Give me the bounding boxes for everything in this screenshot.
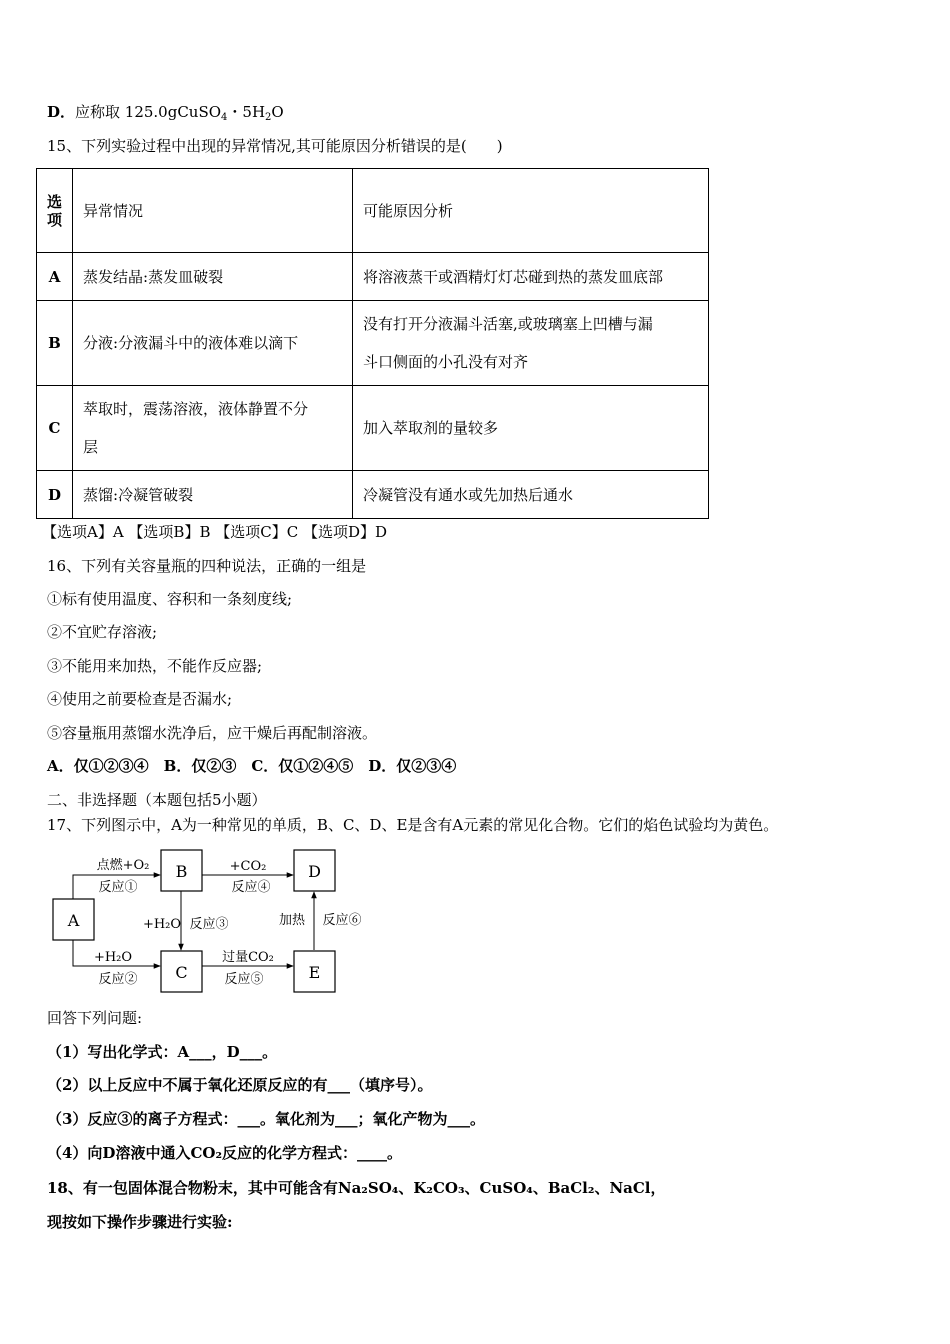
reaction-2-condition: +H₂O [93,950,133,965]
header-abnormal: 异常情况 [73,169,353,253]
abnormal-cell: 萃取时，震荡溶液，液体静置不分 层 [73,386,353,471]
q17-stem: 17、下列图示中，A为一种常见的单质，B、C、D、E是含有A元素的常见化合物。它们的焰色试验均为黄色。 [47,816,779,834]
table-row: A 蒸发结晶:蒸发皿破裂 将溶液蒸干或酒精灯灯芯碰到热的蒸发皿底部 [37,253,709,301]
q16-statement-3: ③不能用来加热，不能作反应器; [47,657,263,675]
q18-stem: 18、有一包固体混合物粉末，其中可能含有Na₂SO₄、K₂CO₃、CuSO₄、BaCl₂、NaCl， [47,1179,666,1197]
q16-stem: 16、下列有关容量瓶的四种说法，正确的一组是 [47,557,367,575]
table-header-row [37,169,709,253]
table-row: C 萃取时，震荡溶液，液体静置不分 层 加入萃取剂的量较多 [37,386,709,471]
header-cause: 可能原因分析 [353,169,709,253]
reaction-6-condition: 加热 [278,913,306,928]
label-c: C [175,963,188,982]
reaction-3-condition: +H₂O [142,917,182,932]
reaction-3-label: 反应③ [189,917,229,932]
reaction-4-condition: +CO₂ [229,859,267,874]
reaction-5-label: 反应⑤ [224,972,264,987]
q17-part-1: （1）写出化学式：A___，D___。 [47,1043,278,1061]
label-a: A [67,911,80,930]
reaction-6-label: 反应⑥ [322,913,362,928]
q16-options: A．仅①②③④ B．仅②③ C．仅①②④⑤ D．仅②③④ [47,757,457,775]
q17-part-2: （2）以上反应中不属于氧化还原反应的有___（填序号）。 [47,1076,433,1094]
header-option: 选 项 [37,169,73,253]
reaction-5-condition: 过量CO₂ [222,950,274,965]
q15-choices: 【选项A】A 【选项B】B 【选项C】C 【选项D】D [42,523,388,541]
reaction-diagram [48,842,388,998]
table-row: B 分液:分液漏斗中的液体难以滴下 没有打开分液漏斗活塞,或玻璃塞上凹槽与漏 斗口侧面的小孔没有对齐 [37,301,709,386]
q14-option-d: D．应称取 125.0gCuSO$_4$・$5H_2O$ [47,103,284,123]
q16-statement-4: ④使用之前要检查是否漏水; [47,690,233,708]
q17-prompt: 回答下列问题: [47,1009,143,1027]
section-heading: 二、非选择题（本题包括5小题） [47,791,267,809]
q15-table [36,168,709,519]
table-row: D 蒸馏:冷凝管破裂 冷凝管没有通水或先加热后通水 [37,471,709,519]
q18-stem-2: 现按如下操作步骤进行实验: [47,1213,233,1231]
reaction-1-condition: 点燃+O₂ [96,858,150,873]
reaction-1-label: 反应① [98,880,138,895]
reaction-2-label: 反应② [98,972,138,987]
q16-statement-1: ①标有使用温度、容积和一条刻度线; [47,590,293,608]
label-e: E [308,963,321,982]
reaction-4-label: 反应④ [231,880,271,895]
label-b: B [175,862,188,881]
cause-cell: 没有打开分液漏斗活塞,或玻璃塞上凹槽与漏 斗口侧面的小孔没有对齐 [353,301,709,386]
q16-statement-2: ②不宜贮存溶液; [47,623,158,641]
q17-part-4: （4）向D溶液中通入CO₂反应的化学方程式：____。 [47,1144,403,1162]
q15-stem: 15、下列实验过程中出现的异常情况,其可能原因分析错误的是( ) [47,137,503,155]
q17-part-3: （3）反应③的离子方程式：___。氧化剂为___；氧化产物为___。 [47,1110,485,1128]
label-d: D [308,862,321,881]
q16-statement-5: ⑤容量瓶用蒸馏水洗净后，应干燥后再配制溶液。 [47,724,378,742]
